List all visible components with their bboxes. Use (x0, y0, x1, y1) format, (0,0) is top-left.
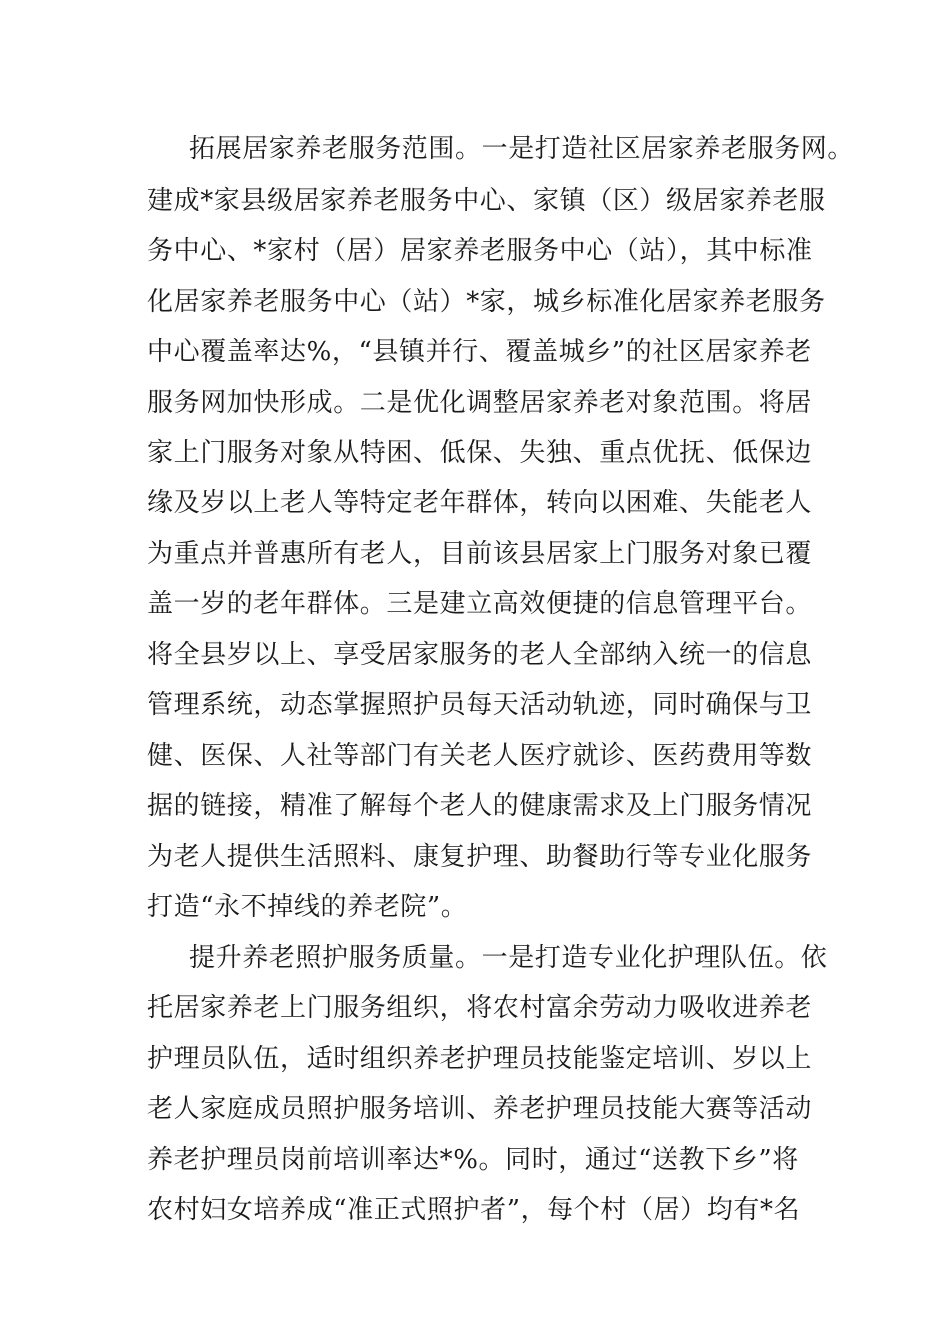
paragraph-1-line-6: 服务网加快形成。二是优化调整居家养老对象范围。将居 (147, 388, 813, 418)
paragraph-1-line-11: 将全县岁以上、享受居家服务的老人全部纳入统一的信息 (147, 640, 813, 670)
paragraph-1-line-12: 管理系统，动态掌握照护员每天活动轨迹，同时确保与卫 (147, 690, 813, 720)
paragraph-1-line-8: 缘及岁以上老人等特定老年群体，转向以困难、失能老人 (147, 488, 813, 518)
paragraph-2-line-1: 提升养老照护服务质量。一是打造专业化护理队伍。依 (189, 943, 828, 973)
paragraph-2-line-2: 托居家养老上门服务组织，将农村富余劳动力吸收进养老 (147, 993, 813, 1023)
paragraph-2-line-5: 养老护理员岗前培训率达*%。同时，通过“送教下乡”将 (147, 1145, 799, 1175)
paragraph-1-line-1: 拓展居家养老服务范围。一是打造社区居家养老服务网。 (189, 134, 855, 164)
paragraph-1-line-7: 家上门服务对象从特困、低保、失独、重点优抚、低保边 (147, 438, 813, 468)
paragraph-2-line-6: 农村妇女培养成“准正式照护者”，每个村（居）均有*名 (147, 1195, 801, 1225)
paragraph-1-line-10: 盖一岁的老年群体。三是建立高效便捷的信息管理平台。 (147, 589, 813, 619)
paragraph-1-line-9: 为重点并普惠所有老人，目前该县居家上门服务对象已覆 (147, 539, 813, 569)
paragraph-1-line-5: 中心覆盖率达%，“县镇并行、覆盖城乡”的社区居家养老 (147, 337, 812, 367)
paragraph-1-line-14: 据的链接，精准了解每个老人的健康需求及上门服务情况 (147, 791, 813, 821)
paragraph-1-line-15: 为老人提供生活照料、康复护理、助餐助行等专业化服务 (147, 842, 813, 872)
paragraph-1-line-3: 务中心、*家村（居）居家养老服务中心（站），其中标准 (147, 236, 813, 266)
paragraph-2-line-3: 护理员队伍，适时组织养老护理员技能鉴定培训、岁以上 (147, 1044, 813, 1074)
paragraph-1-line-16: 打造“永不掉线的养老院”。 (147, 892, 468, 922)
paragraph-2-line-4: 老人家庭成员照护服务培训、养老护理员技能大赛等活动 (147, 1094, 813, 1124)
paragraph-1-line-2: 建成*家县级居家养老服务中心、家镇（区）级居家养老服 (147, 186, 826, 216)
paragraph-1-line-13: 健、医保、人社等部门有关老人医疗就诊、医药费用等数 (147, 741, 813, 771)
paragraph-1-line-4: 化居家养老服务中心（站）*家，城乡标准化居家养老服务 (147, 287, 826, 317)
